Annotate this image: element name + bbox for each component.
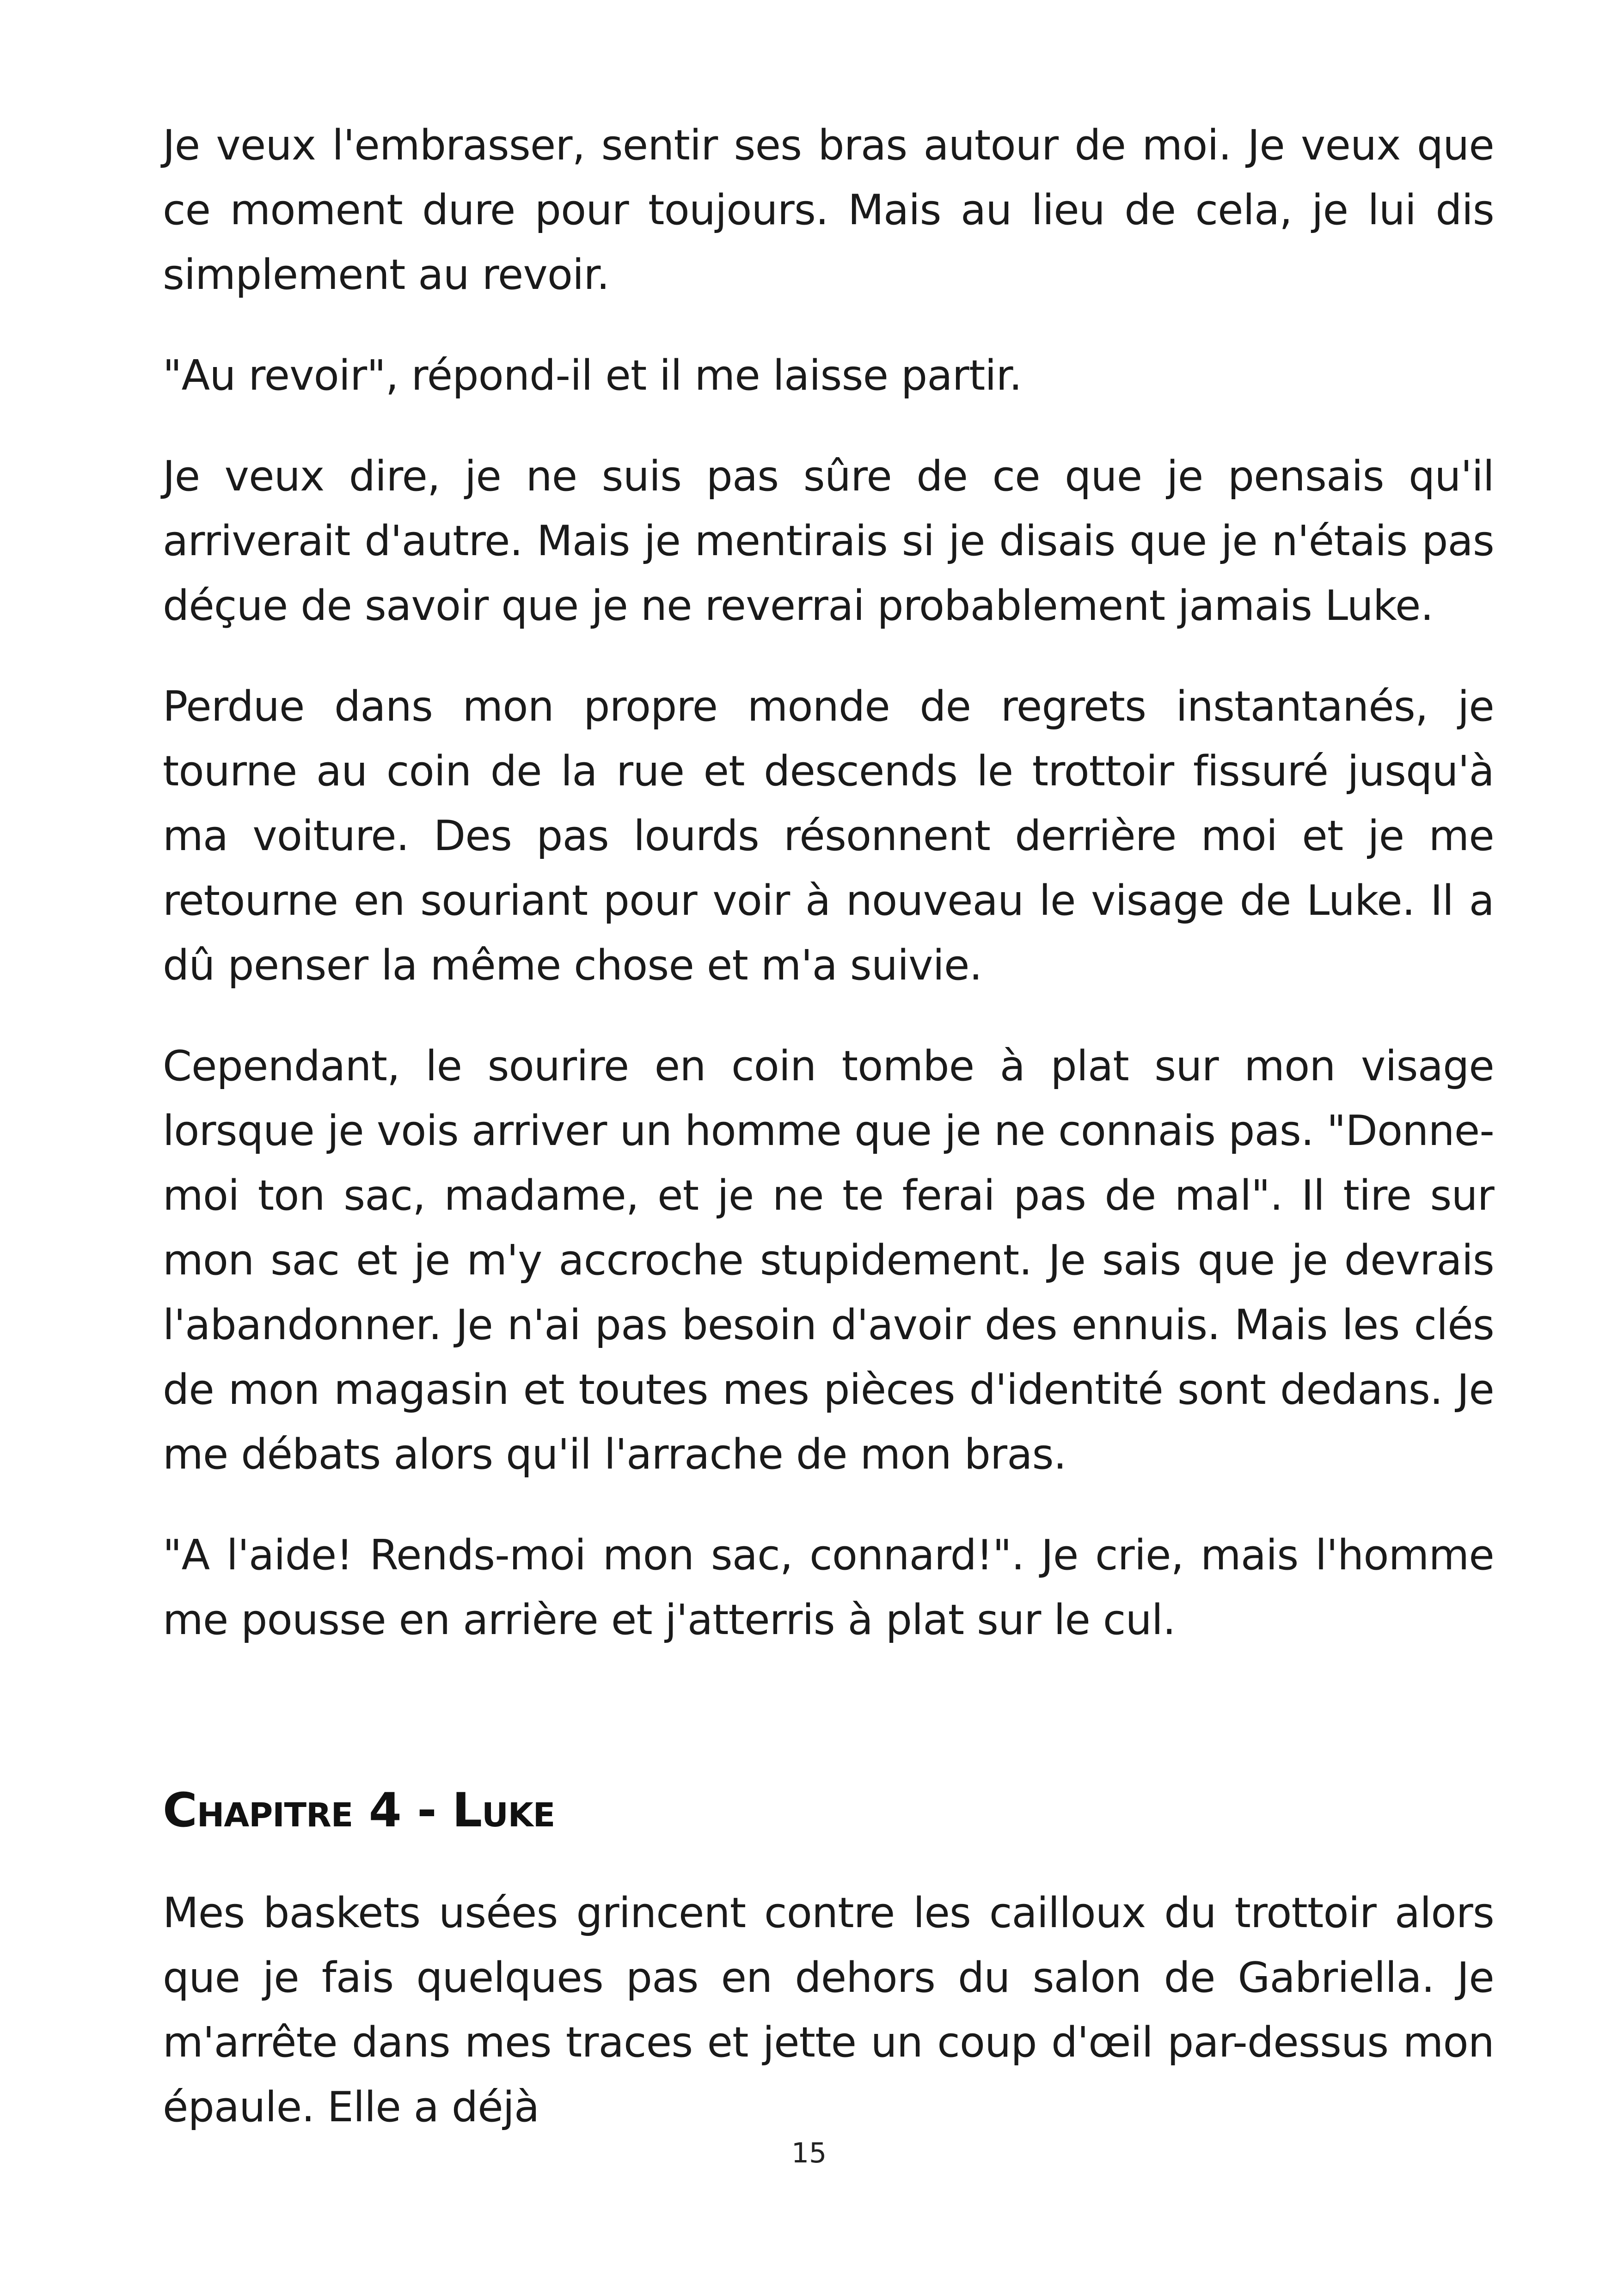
paragraph: Perdue dans mon propre monde de regrets instantanés, je tourne au coin de la rue et descends le trottoir fissuré jusqu'à ma voiture. Des pas lourds résonnent derrière moi et je me retourne en souriant pour voir à nouveau le visage de Luke. Il a dû penser la même chose et m'a suivie. [163,682,1494,990]
paragraph: Je veux l'embrasser, sentir ses bras autour de moi. Je veux que ce moment dure pour toujours. Mais au lieu de cela, je lui dis simplement au revoir. [163,121,1494,299]
paragraph: Je veux dire, je ne suis pas sûre de ce que je pensais qu'il arriverait d'autre. Mais je mentirais si je disais que je n'étais pas déçue de savoir que je ne reverrai probablement jamais Luke. [163,452,1494,630]
page-number: 15 [791,2137,827,2169]
paragraph: Mes baskets usées grincent contre les cailloux du trottoir alors que je fais quelques pas en dehors du salon de Gabriella. Je m'arrête dans mes traces et jette un coup d'œil par-dessus mon épaule. Elle a déjà [163,1889,1494,2131]
paragraph: "A l'aide! Rends-moi mon sac, connard!". Je crie, mais l'homme me pousse en arrière et j'atterris à plat sur le cul. [163,1531,1494,1644]
page-body [163,113,1494,2176]
paragraph: "Au revoir", répond-il et il me laisse partir. [163,351,1022,400]
paragraph: Cependant, le sourire en coin tombe à plat sur mon visage lorsque je vois arriver un homme que je ne connais pas. "Donne-moi ton sac, madame, et je ne te ferai pas de mal". Il tire sur mon sac et je m'y accroche stupidement. Je sais que je devrais l'abandonner. Je n'ai pas besoin d'avoir des ennuis. Mais les clés de mon magasin et toutes mes pièces d'identité sont dedans. Je me débats alors qu'il l'arrache de mon bras. [163,1042,1494,1479]
chapter-heading: Chapitre 4 - Luke [163,1783,555,1838]
